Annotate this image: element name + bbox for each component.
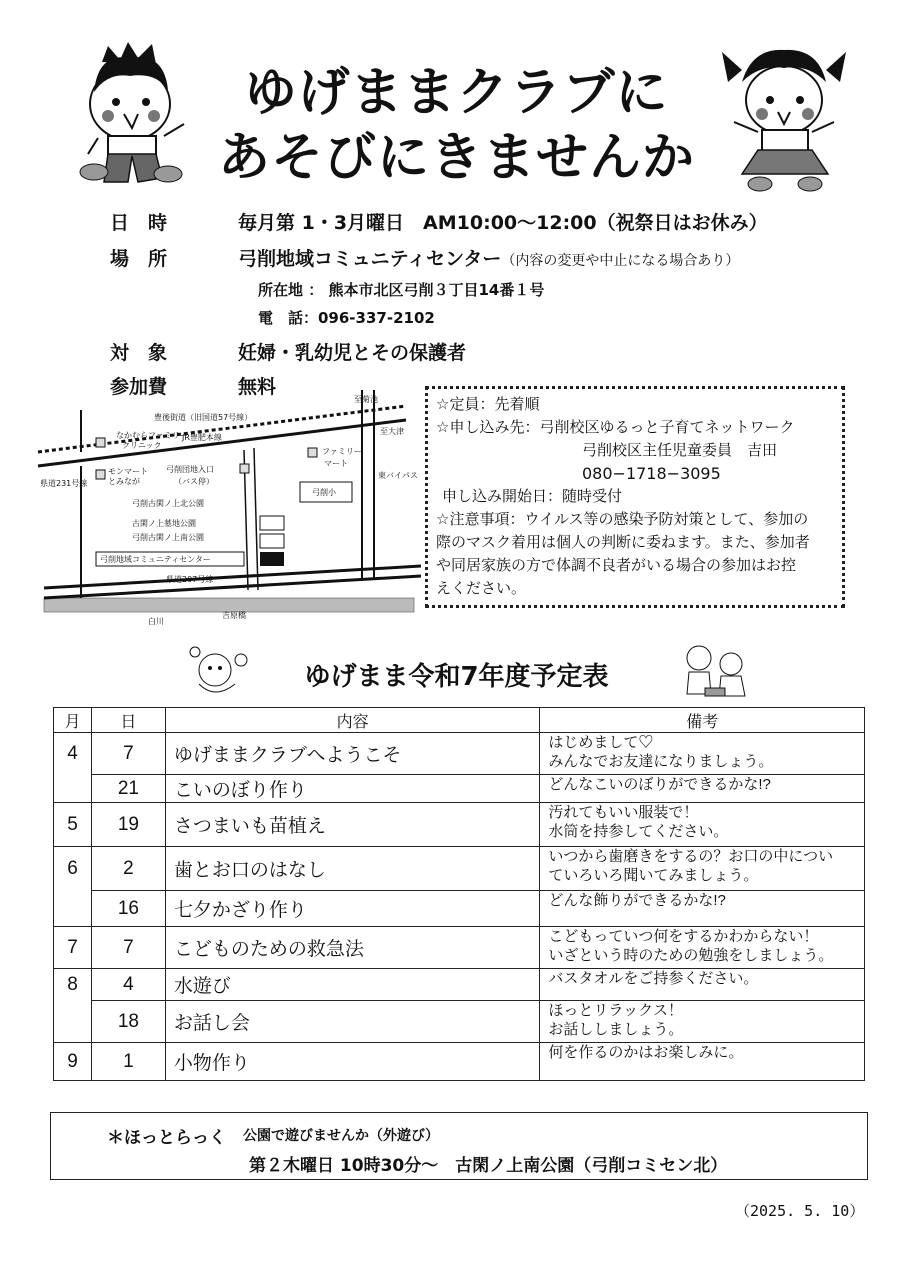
place-label: 場 所 bbox=[110, 248, 168, 270]
row-note: バスタオルをご持参ください。 bbox=[540, 969, 865, 1001]
date-value: 毎月第 1・3月曜日 AM10:00〜12:00（祝祭日はお休み） bbox=[238, 212, 768, 234]
row-note: いつから歯磨きをするの？お口の中につい ていろいろ聞いてみましょう。 bbox=[540, 847, 865, 891]
table-row bbox=[54, 891, 865, 927]
hottorakku-desc: 公園で遊びませんか（外遊び） bbox=[243, 1128, 439, 1144]
notice-caution-2: 際のマスク着用は個人の判断に委ねます。また、参加者 bbox=[436, 533, 810, 551]
label-nakamura: なかむらファミリー bbox=[116, 431, 188, 440]
date-row bbox=[110, 208, 870, 234]
row-day: 4 bbox=[91, 969, 165, 1001]
row-note: こどもっていつ何をするかわからない！ いざという時のための勉強をしましょう。 bbox=[540, 927, 865, 969]
hottorakku-name: ＊ほっとらっく bbox=[107, 1128, 226, 1148]
table-row bbox=[54, 803, 865, 847]
row-content: お話し会 bbox=[165, 1001, 540, 1043]
notice-capacity: ☆定員：先着順 bbox=[436, 395, 540, 413]
row-day: 7 bbox=[91, 733, 165, 775]
row-month: 5 bbox=[54, 803, 92, 847]
row-month: 8 bbox=[54, 969, 92, 1001]
hottorakku-when: 第２木曜日 10時30分〜 古閑ノ上南公園（弓削コミセン北） bbox=[249, 1156, 728, 1176]
place-row bbox=[110, 244, 870, 270]
label-east-bypass: 東バイパス bbox=[378, 471, 418, 480]
header-note: 備考 bbox=[540, 708, 865, 733]
row-day: 16 bbox=[91, 891, 165, 927]
row-day: 1 bbox=[91, 1043, 165, 1081]
row-note: 何を作るのかはお楽しみに。 bbox=[540, 1043, 865, 1081]
fee-value: 無料 bbox=[238, 376, 277, 398]
page-title-line2: あそびにきませんか bbox=[217, 128, 695, 188]
notice-apply-to: ☆申し込み先：弓削校区ゆるっと子育てネットワーク bbox=[436, 418, 795, 436]
label-danchi: 弓削団地入口 bbox=[166, 465, 214, 474]
table-row bbox=[54, 775, 865, 803]
row-day: 21 bbox=[91, 775, 165, 803]
row-month: 4 bbox=[54, 733, 92, 775]
row-day: 2 bbox=[91, 847, 165, 891]
row-content: こいのぼり作り bbox=[165, 775, 540, 803]
label-park-south: 弓削古閑ノ上南公園 bbox=[132, 533, 204, 542]
row-day: 18 bbox=[91, 1001, 165, 1043]
row-month bbox=[54, 775, 92, 803]
label-jr: JR豊肥本線 bbox=[182, 433, 222, 442]
table-row bbox=[54, 1043, 865, 1081]
label-mart: マート bbox=[324, 459, 348, 468]
notice-start: 申し込み開始日：随時受付 bbox=[442, 487, 623, 505]
label-center: 弓削地域コミュニティセンター bbox=[100, 555, 211, 564]
row-month: 7 bbox=[54, 927, 92, 969]
access-map bbox=[36, 390, 421, 630]
hottorakku-box bbox=[50, 1112, 868, 1180]
label-family: ファミリー bbox=[322, 447, 362, 456]
row-month: 6 bbox=[54, 847, 92, 891]
label-park-north: 弓削古閑ノ上北公園 bbox=[132, 499, 204, 508]
notice-caution-3: や同居家族の方で体調不良者がいる場合の参加はお控 bbox=[436, 556, 797, 574]
table-row bbox=[54, 733, 865, 775]
label-mommart: モンマート bbox=[108, 467, 148, 476]
label-bus: （バス停） bbox=[174, 477, 214, 486]
row-month bbox=[54, 891, 92, 927]
table-row bbox=[54, 927, 865, 969]
place-value: 弓削地域コミュニティセンター（内容の変更や中止になる場合あり） bbox=[238, 248, 740, 270]
notice-caution-1: ☆注意事項：ウイルス等の感染予防対策として、参加の bbox=[436, 510, 809, 528]
row-content: 小物作り bbox=[165, 1043, 540, 1081]
label-otsu: 至大津 bbox=[380, 427, 404, 436]
row-note: はじめまして♡ みんなでお友達になりましょう。 bbox=[540, 733, 865, 775]
river-shirakawa bbox=[44, 598, 414, 612]
row-content: こどものための救急法 bbox=[165, 927, 540, 969]
row-month: 9 bbox=[54, 1043, 92, 1081]
row-content: 七夕かざり作り bbox=[165, 891, 540, 927]
row-content: さつまいも苗植え bbox=[165, 803, 540, 847]
header-content: 内容 bbox=[165, 708, 540, 733]
schedule-title: ゆげまま令和7年度予定表 bbox=[304, 662, 609, 692]
address: 所在地 ： 熊本市北区弓削３丁目14番１号 bbox=[258, 281, 545, 299]
label-kenro207: 県道207号線 bbox=[166, 575, 214, 584]
row-day: 19 bbox=[91, 803, 165, 847]
table-row bbox=[54, 1001, 865, 1043]
row-note: どんなこいのぼりができるかな!? bbox=[540, 775, 865, 803]
page-title-line1: ゆげままクラブに bbox=[244, 63, 669, 123]
table-row bbox=[54, 969, 865, 1001]
row-content: 水遊び bbox=[165, 969, 540, 1001]
notice-caution-4: えください。 bbox=[436, 579, 527, 597]
row-note: ほっとリラックス！ お話ししましょう。 bbox=[540, 1001, 865, 1043]
target-value: 妊婦・乳幼児とその保護者 bbox=[238, 342, 467, 364]
header-month: 月 bbox=[54, 708, 92, 733]
row-day: 7 bbox=[91, 927, 165, 969]
notice-phone: 080−1718−3095 bbox=[582, 464, 721, 483]
target-label: 対 象 bbox=[110, 342, 168, 364]
target-row bbox=[110, 338, 870, 364]
label-kikuchi: 至菊池 bbox=[354, 395, 378, 404]
label-kenro231: 県道231号線 bbox=[40, 479, 88, 488]
label-shirakawa: 白川 bbox=[148, 617, 164, 626]
notice-committee: 弓削校区主任児童委員 吉田 bbox=[582, 441, 778, 459]
row-content: ゆげままクラブへようこそ bbox=[165, 733, 540, 775]
schedule-table bbox=[53, 707, 865, 1081]
table-row bbox=[54, 847, 865, 891]
row-content: 歯とお口のはなし bbox=[165, 847, 540, 891]
notice-box bbox=[425, 386, 845, 608]
date-label: 日 時 bbox=[110, 212, 168, 234]
label-bungo: 豊後街道（旧国道57号線） bbox=[154, 413, 253, 422]
issue-date: （2025. 5. 10） bbox=[735, 1202, 865, 1220]
row-note: 汚れてもいい服装で！ 水筒を持参してください。 bbox=[540, 803, 865, 847]
label-clinic: クリニック bbox=[122, 441, 162, 450]
place-note: （内容の変更や中止になる場合あり） bbox=[501, 253, 740, 269]
header-day: 日 bbox=[91, 708, 165, 733]
phone: 電 話：096-337-2102 bbox=[258, 309, 435, 327]
label-yoshiwara: 吉原橋 bbox=[222, 611, 246, 620]
label-school: 弓削小 bbox=[312, 488, 336, 497]
label-tominaga: とみなが bbox=[108, 477, 140, 486]
row-month bbox=[54, 1001, 92, 1043]
label-park-cemetery: 古閑ノ上墓地公園 bbox=[132, 519, 196, 528]
row-note: どんな飾りができるかな!? bbox=[540, 891, 865, 927]
fee-label: 参加費 bbox=[110, 376, 168, 398]
